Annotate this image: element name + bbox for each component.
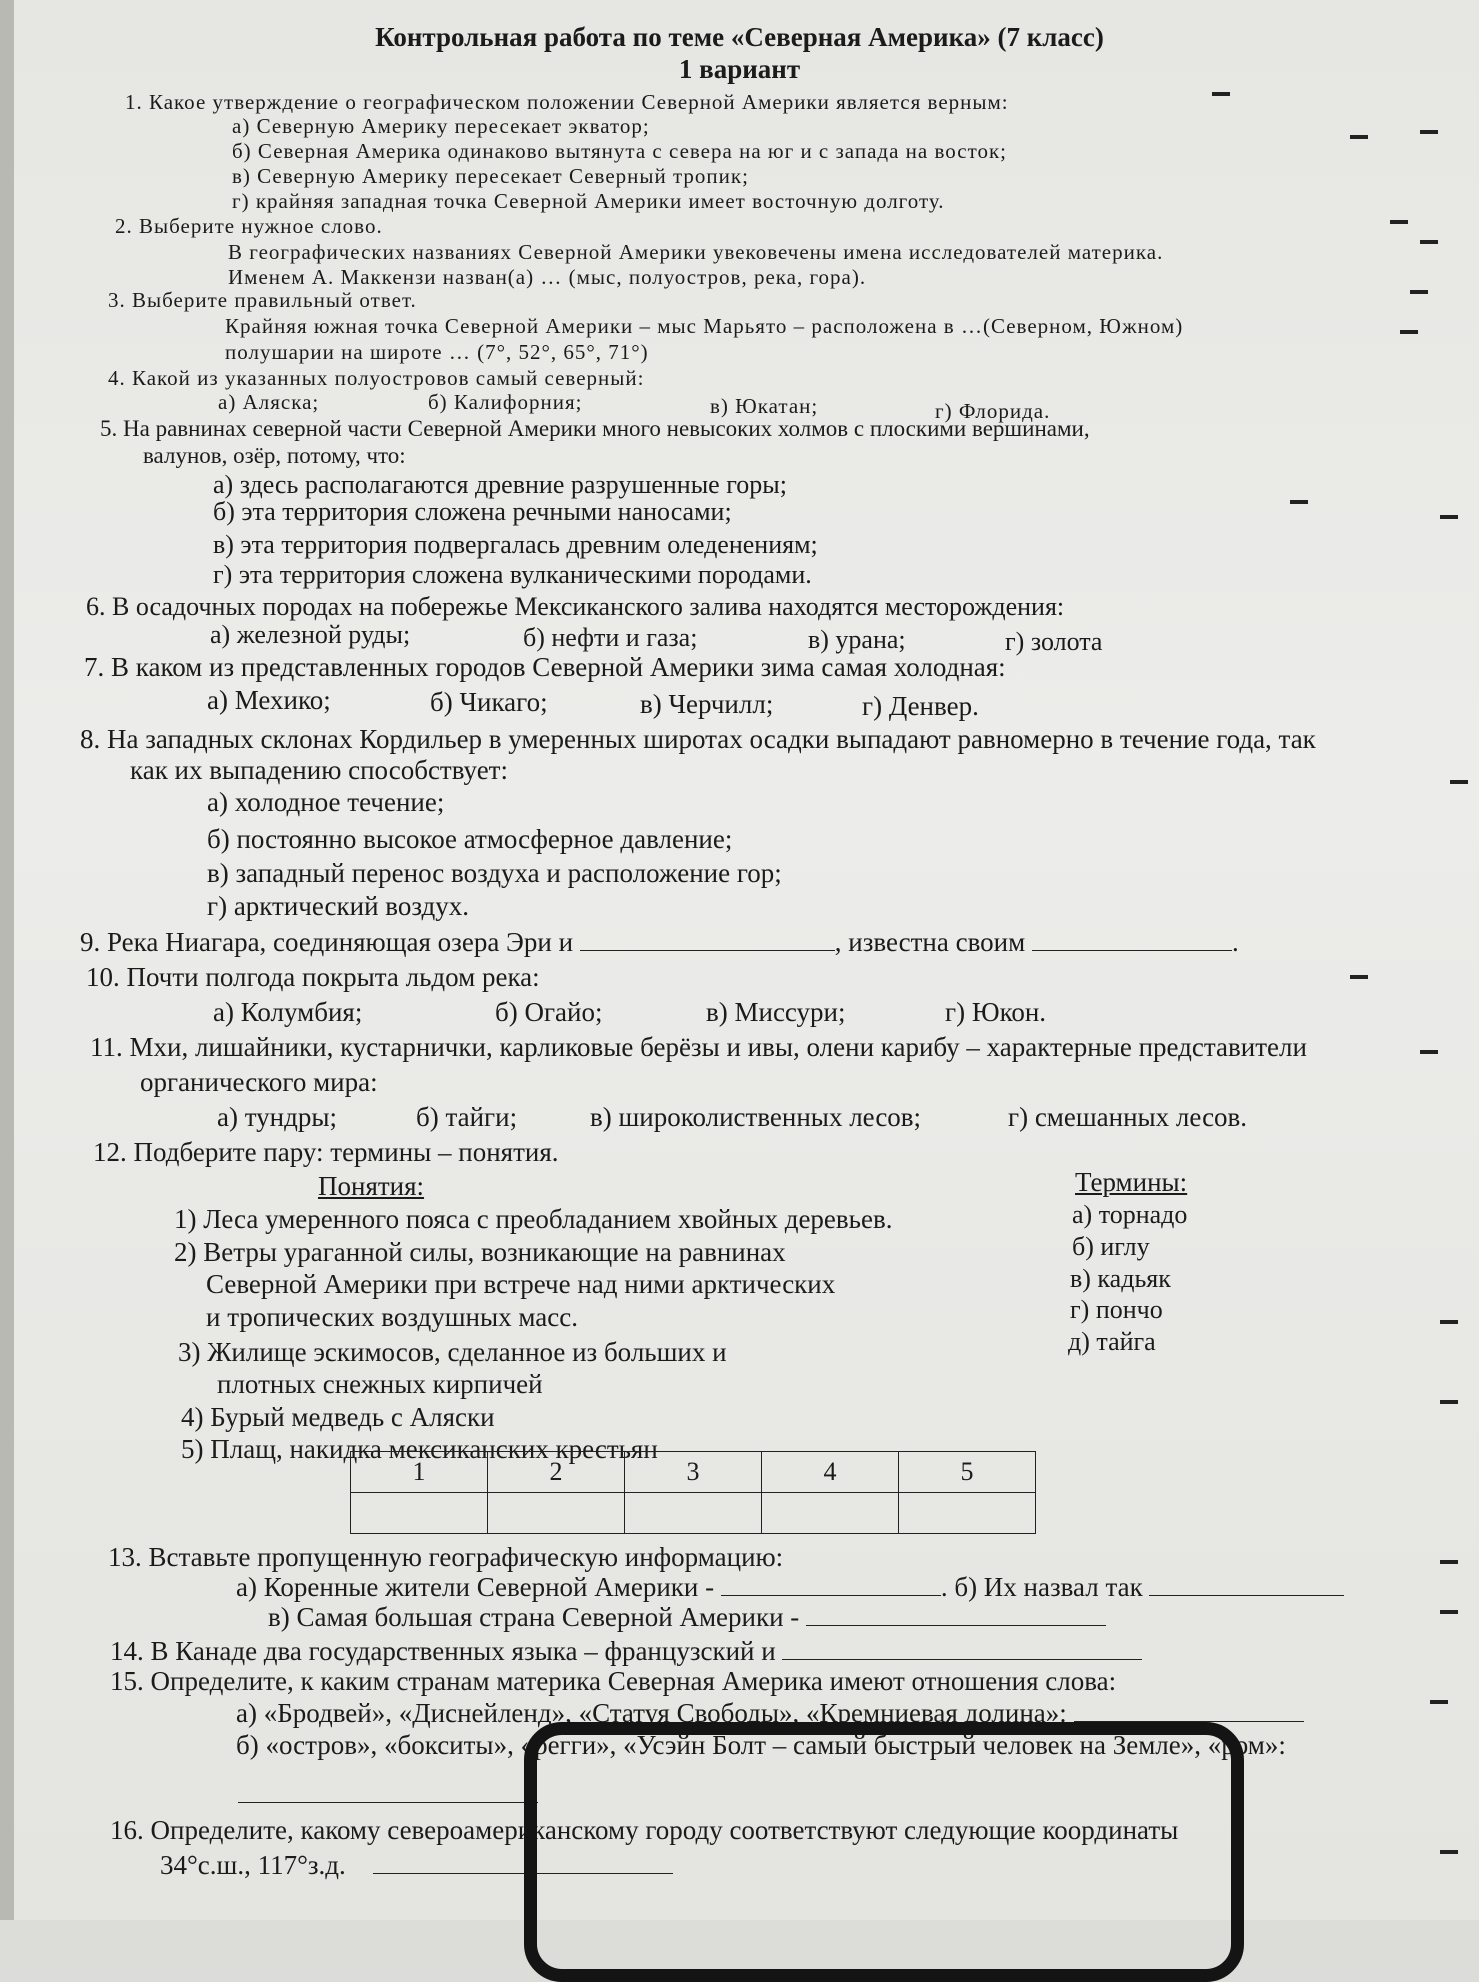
- q13-line-a: [236, 1572, 1344, 1603]
- q4-option-v: в) Юкатан;: [710, 394, 819, 418]
- q13-a-label: а) Коренные жители Северной Америки -: [236, 1572, 715, 1602]
- q2-line2: Именем А. Маккензи назван(а) … (мыс, полуостров, река, гора).: [228, 265, 867, 289]
- stray-mark: [1440, 515, 1458, 519]
- q15-b-label: б) «остров», «бокситы», «регги», «Усэйн Болт – самый быстрый человек на Земле», «ром»:: [236, 1730, 1286, 1760]
- q13-question: 13. Вставьте пропущенную географическую информацию:: [108, 1542, 784, 1572]
- q12-concept-2-cont1: Северной Америки при встрече над ними арктических: [206, 1269, 836, 1299]
- q8-question-line1: 8. На западных склонах Кордильер в умеренных широтах осадки выпадают равномерно в течение года, так: [80, 724, 1316, 754]
- q8-question-line2: как их выпадению способствует:: [130, 755, 508, 785]
- answer-cell[interactable]: [625, 1493, 762, 1534]
- q9-answer-blank-1[interactable]: [580, 949, 835, 951]
- q9-part2: , известна своим: [834, 927, 1026, 957]
- q11-option-v: в) широколиственных лесов;: [590, 1102, 922, 1132]
- q14-question: 14. В Канаде два государственных языка – французский и: [110, 1636, 776, 1666]
- q16-question: 16. Определите, какому североамериканскому городу соответствуют следующие координаты: [110, 1815, 1179, 1845]
- q2-question: 2. Выберите нужное слово.: [115, 214, 383, 238]
- answer-table-header: 3: [625, 1452, 762, 1493]
- q13-line-v: [268, 1602, 1106, 1633]
- q14-line: [110, 1636, 1142, 1667]
- q12-terms-header: Термины:: [1075, 1167, 1188, 1197]
- q4-question: 4. Какой из указанных полуостровов самый северный:: [108, 366, 645, 390]
- q4-option-b: б) Калифорния;: [428, 390, 583, 414]
- q12-term-g: г) пончо: [1070, 1295, 1163, 1324]
- q5-option-g: г) эта территория сложена вулканическими породами.: [213, 560, 812, 589]
- stray-mark: [1430, 1700, 1448, 1704]
- page-edge: [0, 0, 14, 1920]
- q11-question-line1: 11. Мхи, лишайники, кустарнички, карликовые берёзы и ивы, олени карибу – характерные представители: [90, 1032, 1307, 1062]
- q1-option-a: а) Северную Америку пересекает экватор;: [232, 114, 650, 138]
- q16-coords: 34°с.ш., 117°з.д.: [160, 1850, 346, 1880]
- q12-term-d: д) тайга: [1068, 1327, 1156, 1356]
- q15-question: 15. Определите, к каким странам материка Северная Америка имеют отношения слова:: [110, 1666, 1117, 1696]
- q10-option-g: г) Юкон.: [945, 997, 1047, 1027]
- q7-option-a: а) Мехико;: [207, 685, 331, 715]
- q11-option-b: б) тайги;: [416, 1102, 518, 1132]
- answer-cell[interactable]: [488, 1493, 625, 1534]
- answer-table-answer-row: [351, 1493, 1036, 1534]
- answer-cell[interactable]: [899, 1493, 1036, 1534]
- q11-option-g: г) смешанных лесов.: [1008, 1102, 1248, 1132]
- stray-mark: [1290, 500, 1308, 504]
- answer-table-header: 1: [351, 1452, 488, 1493]
- q3-question: 3. Выберите правильный ответ.: [108, 288, 417, 312]
- q10-option-a: а) Колумбия;: [213, 997, 363, 1027]
- q10-question: 10. Почти полгода покрыта льдом река:: [86, 962, 540, 992]
- q7-question: 7. В каком из представленных городов Северной Америки зима самая холодная:: [84, 652, 1006, 682]
- q11-option-a: а) тундры;: [217, 1102, 337, 1132]
- stray-mark: [1420, 240, 1438, 244]
- q12-concept-3: 3) Жилище эскимосов, сделанное из больших и: [178, 1337, 727, 1367]
- stray-mark: [1420, 1050, 1438, 1054]
- answer-table-header-row: [351, 1452, 1036, 1493]
- q9-answer-blank-2[interactable]: [1032, 949, 1232, 951]
- stray-mark: [1410, 290, 1428, 294]
- q5-question-line2: валунов, озёр, потому, что:: [143, 443, 406, 468]
- answer-table-header: 4: [762, 1452, 899, 1493]
- stray-mark: [1440, 1400, 1458, 1404]
- q5-question-line1: 5. На равнинах северной части Северной Америки много невысоких холмов с плоскими вершинами,: [100, 416, 1090, 441]
- q7-option-g: г) Денвер.: [862, 691, 979, 721]
- q5-option-a: а) здесь располагаются древние разрушенные горы;: [213, 470, 787, 499]
- answer-cell[interactable]: [762, 1493, 899, 1534]
- q5-option-b: б) эта территория сложена речными наносами;: [213, 497, 732, 526]
- q12-term-b: б) иглу: [1072, 1232, 1150, 1261]
- q3-line1: Крайняя южная точка Северной Америки – мыс Марьято – расположена в …(Северном, Южном): [225, 314, 1184, 338]
- q15-a-label: а) «Бродвей», «Диснейленд», «Статуя Свободы», «Кремниевая долина»:: [236, 1698, 1067, 1728]
- stray-mark: [1450, 780, 1468, 784]
- q6-option-b: б) нефти и газа;: [523, 623, 698, 652]
- q9-part3: .: [1231, 927, 1239, 957]
- q12-term-v: в) кадьяк: [1070, 1264, 1171, 1293]
- q12-concept-3-cont: плотных снежных кирпичей: [217, 1369, 543, 1399]
- q6-option-g: г) золота: [1005, 627, 1103, 656]
- q15-b-blank[interactable]: [238, 1802, 538, 1803]
- q11-question-line2: органического мира:: [140, 1067, 378, 1097]
- q9-part1: 9. Река Ниагара, соединяющая озера Эри и: [80, 927, 574, 957]
- stray-mark: [1440, 1320, 1458, 1324]
- q10-option-b: б) Огайо;: [495, 997, 603, 1027]
- stray-mark: [1212, 92, 1230, 96]
- q12-concepts-header: Понятия:: [318, 1171, 425, 1201]
- q5-option-v: в) эта территория подвергалась древним оледенениям;: [213, 530, 818, 559]
- q13-a-blank[interactable]: [721, 1594, 941, 1596]
- q8-option-v: в) западный перенос воздуха и расположение гор;: [207, 858, 782, 888]
- q13-v-label: в) Самая большая страна Северной Америки -: [268, 1602, 800, 1632]
- stray-mark: [1350, 135, 1368, 139]
- binder-clip: [524, 1722, 1244, 1982]
- q8-option-a: а) холодное течение;: [207, 787, 445, 817]
- q1-option-g: г) крайняя западная точка Северной Америки имеет восточную долготу.: [232, 189, 945, 213]
- stray-mark: [1440, 1850, 1458, 1854]
- q13-v-blank[interactable]: [806, 1624, 1106, 1626]
- q8-option-b: б) постоянно высокое атмосферное давление;: [207, 824, 733, 854]
- q12-concept-5: 5) Плащ, накидка мексиканских крестьян: [181, 1434, 658, 1464]
- q2-line1: В географических названиях Северной Америки увековечены имена исследователей материка.: [228, 240, 1164, 264]
- q12-concept-2-cont2: и тропических воздушных масс.: [206, 1302, 578, 1332]
- q12-term-a: а) торнадо: [1072, 1200, 1188, 1229]
- q10-option-v: в) Миссури;: [706, 997, 846, 1027]
- q7-option-v: в) Черчилл;: [640, 689, 774, 719]
- q4-option-g: г) Флорида.: [935, 399, 1051, 423]
- q8-option-g: г) арктический воздух.: [207, 891, 470, 921]
- q7-option-b: б) Чикаго;: [430, 687, 548, 717]
- q9-line: [80, 927, 1239, 958]
- answer-table-header: 2: [488, 1452, 625, 1493]
- q3-line2: полушарии на широте … (7°, 52°, 65°, 71°): [225, 340, 649, 364]
- q1-question: 1. Какое утверждение о географическом положении Северной Америки является верным:: [125, 90, 1009, 114]
- stray-mark: [1420, 130, 1438, 134]
- page-title: Контрольная работа по теме «Северная Америка» (7 класс): [375, 22, 1104, 52]
- q13-b-label: . б) Их назвал так: [940, 1572, 1143, 1602]
- q14-blank[interactable]: [782, 1658, 1142, 1660]
- q12-answer-table: [350, 1451, 1036, 1534]
- stray-mark: [1440, 1610, 1458, 1614]
- answer-cell[interactable]: [351, 1493, 488, 1534]
- variant-label: 1 вариант: [678, 54, 801, 84]
- stray-mark: [1390, 220, 1408, 224]
- q1-option-v: в) Северную Америку пересекает Северный тропик;: [232, 164, 749, 188]
- stray-mark: [1350, 975, 1368, 979]
- q6-question: 6. В осадочных породах на побережье Мексиканского залива находятся месторождения:: [86, 592, 1065, 621]
- answer-table-header: 5: [899, 1452, 1036, 1493]
- stray-mark: [1440, 1560, 1458, 1564]
- q4-option-a: а) Аляска;: [218, 390, 320, 414]
- q6-option-a: а) железной руды;: [210, 620, 411, 649]
- q6-option-v: в) урана;: [808, 625, 906, 654]
- q12-concept-1: 1) Леса умеренного пояса с преобладанием хвойных деревьев.: [174, 1204, 893, 1234]
- q12-concept-2: 2) Ветры ураганной силы, возникающие на равнинах: [174, 1237, 786, 1267]
- stray-mark: [1400, 330, 1418, 334]
- q12-concept-4: 4) Бурый медведь с Аляски: [181, 1402, 495, 1432]
- q13-b-blank[interactable]: [1149, 1594, 1344, 1596]
- q12-question: 12. Подберите пару: термины – понятия.: [93, 1137, 559, 1167]
- q1-option-b: б) Северная Америка одинаково вытянута с севера на юг и с запада на восток;: [232, 139, 1008, 163]
